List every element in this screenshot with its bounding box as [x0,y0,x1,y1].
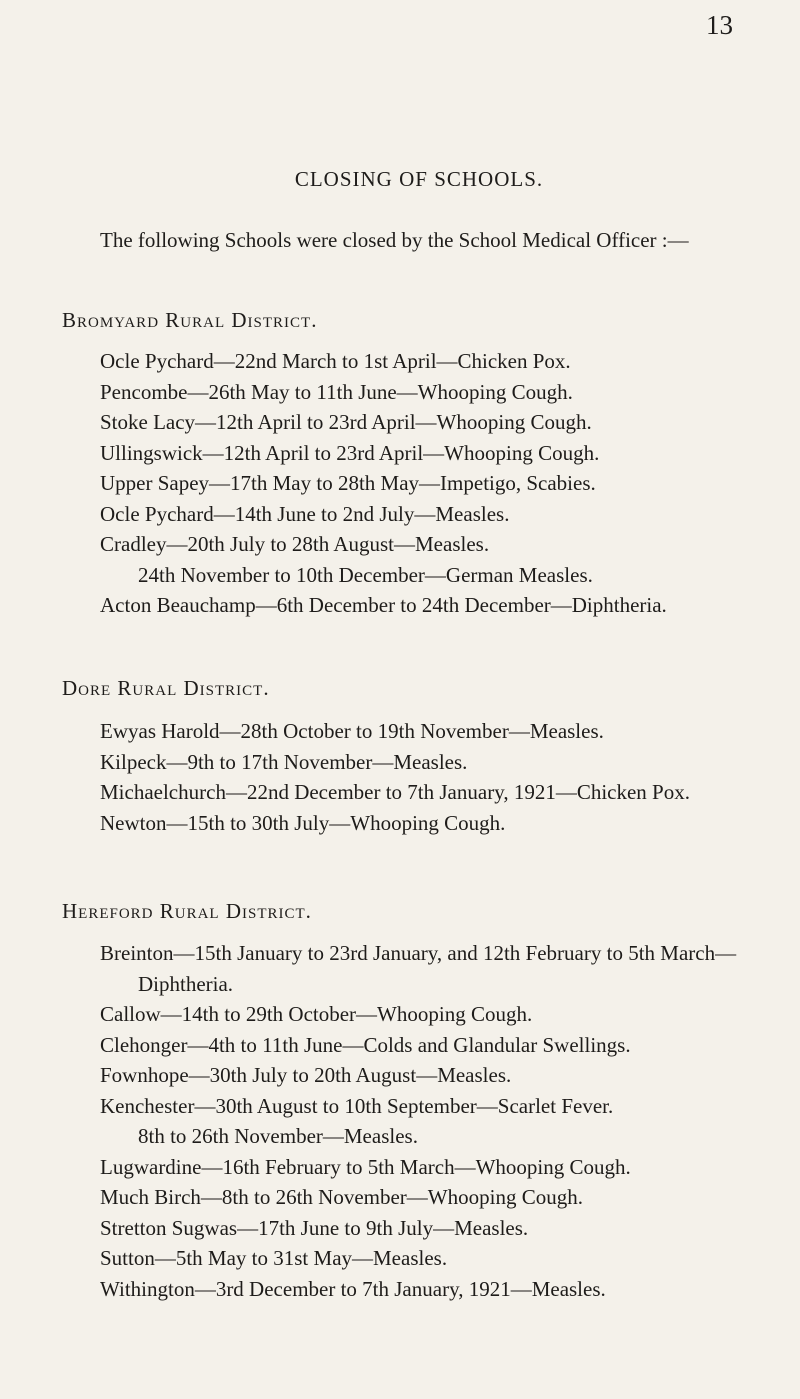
list-item: Acton Beauchamp—6th December to 24th December—Diphtheria. [100,593,667,617]
section-entries-hereford [100,938,760,1304]
list-item: Stretton Sugwas—17th June to 9th July—Measles. [100,1215,529,1240]
list-item: Ewyas Harold—28th October to 19th November—Measles. [100,719,604,743]
list-item: Upper Sapey—17th May to 28th May—Impetigo, Scabies. [100,471,596,495]
section-heading-dore: Dore Rural District. [62,676,270,700]
list-item: Cradley—20th July to 28th August—Measles. [100,532,490,556]
list-item: Kenchester—30th August to 10th September—Scarlet Fever. [100,1093,614,1118]
list-item: Newton—15th to 30th July—Whooping Cough. [100,810,506,835]
list-item: Withington—3rd December to 7th January, 1921—Measles. [100,1276,606,1301]
list-item: Clehonger—4th to 11th June—Colds and Glandular Swellings. [100,1032,631,1057]
list-item: Callow—14th to 29th October—Whooping Cough. [100,1002,533,1026]
section-entries-dore [100,716,760,838]
list-item: Kilpeck—9th to 17th November—Measles. [100,749,468,774]
intro-paragraph: The following Schools were closed by the School Medical Officer :— [100,228,689,252]
list-item: Stoke Lacy—12th April to 23rd April—Whooping Cough. [100,410,592,434]
list-item: Breinton—15th January to 23rd January, and 12th February to 5th March—Diphtheria. [100,941,737,996]
list-item: 8th to 26th November—Measles. [138,1124,418,1148]
list-item: Ullingswick—12th April to 23rd April—Whooping Cough. [100,440,600,465]
section-heading-hereford: Hereford Rural District. [62,899,312,923]
section-heading-bromyard: Bromyard Rural District. [62,308,318,332]
list-item: Pencombe—26th May to 11th June—Whooping Cough. [100,379,573,404]
list-item: Michaelchurch—22nd December to 7th January, 1921—Chicken Pox. [100,780,690,804]
list-item: Much Birch—8th to 26th November—Whooping Cough. [100,1185,583,1209]
page-number: 13 [706,10,733,40]
section-entries-bromyard [100,346,760,621]
list-item: Fownhope—30th July to 20th August—Measles. [100,1063,512,1087]
list-item: 24th November to 10th December—German Measles. [138,562,593,587]
list-item: Ocle Pychard—22nd March to 1st April—Chicken Pox. [100,349,571,373]
list-item: Ocle Pychard—14th June to 2nd July—Measles. [100,501,510,526]
list-item: Sutton—5th May to 31st May—Measles. [100,1246,448,1270]
page-title: CLOSING OF SCHOOLS. [294,167,544,191]
list-item: Lugwardine—16th February to 5th March—Whooping Cough. [100,1154,631,1179]
